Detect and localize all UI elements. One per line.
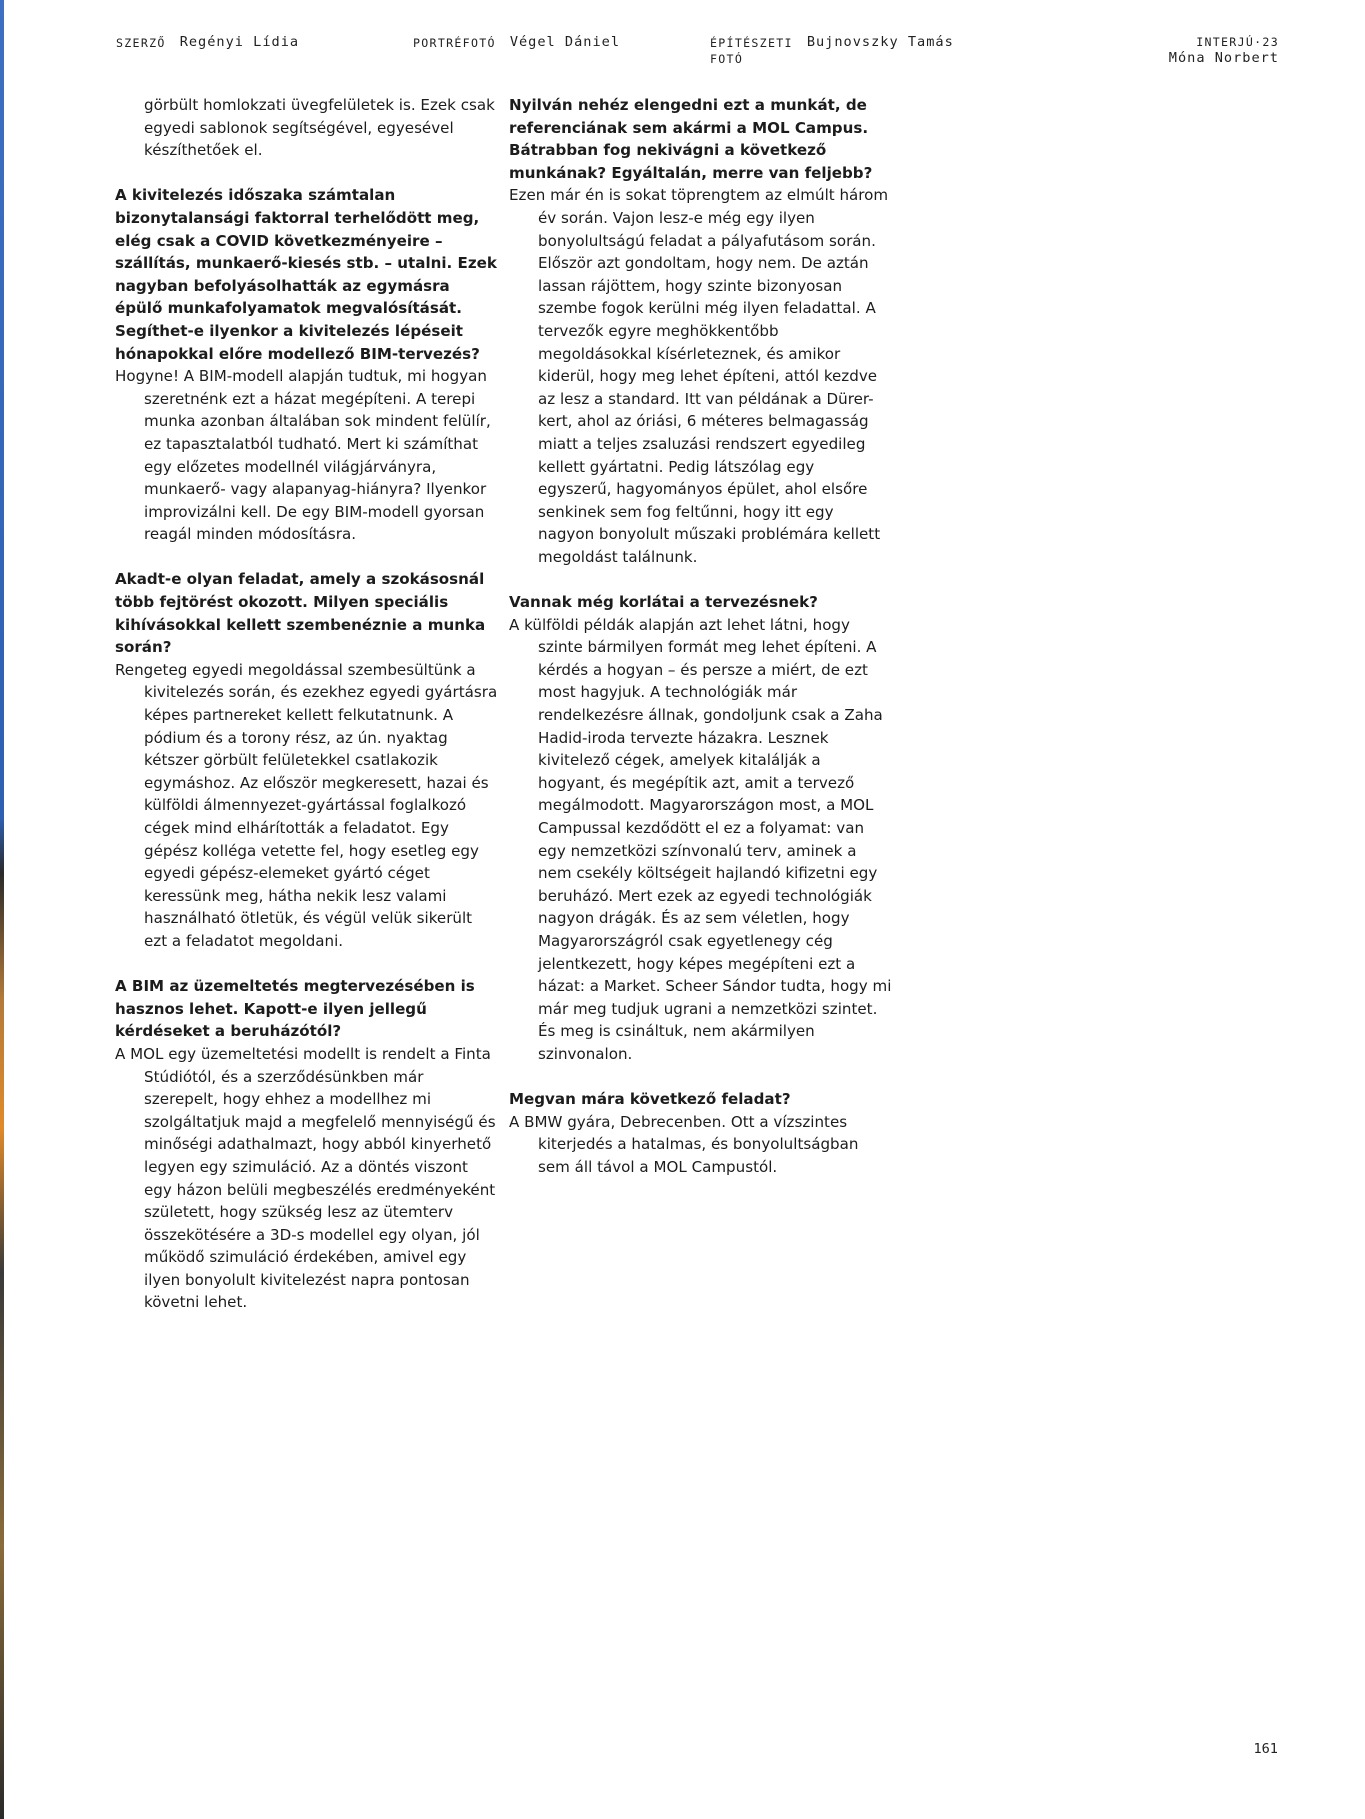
question: Megvan mára következő feladat? [509, 1090, 791, 1109]
answer: A MOL egy üzemeltetési modellt is rendelt a Finta Stúdiótól, és a szerződésünkben már szerepelt, hogy ehhez a modellhez mi szolgáltatjuk majd a megfelelő mennyiségű és minőségi adathalmazt, hogy abból kinyerhető legyen egy szimuláció. Az a döntés viszont egy házon belüli megbeszélés eredményeként született, hogy szükség lesz az ütemterv összekötésére a 3D-s modellel egy olyan, jól működő szimuláció érdekében, amivel egy ilyen bonyolult kivitelezést napra pontosan követni lehet. [115, 1044, 496, 1312]
question: Nyilván nehéz elengedni ezt a munkát, de referenciának sem akármi a MOL Campus. Bátrabban fog nekivágni a következő munkának? Egyáltalán, merre van feljebb? [509, 96, 873, 182]
architecture-photo-label: ÉPÍTÉSZETI FOTÓ [710, 36, 793, 66]
answer: Ezen már én is sokat töprengtem az elmúlt három év során. Vajon lesz-e még egy ilyen bonyolultságú feladat a pályafutásom során. Először azt gondoltam, hogy nem. De aztán lassan rájöttem, hogy szinte bizonyosan szembe fogok kerülni még ilyen feladattal. A tervezők egyre meghökkentőbb megoldásokkal kísérleteznek, és amikor kiderül, hogy meg lehet építeni, attól kezdve az lesz a standard. Itt van példának a Dürer-kert, ahol az óriási, 6 méteres belmagasság miatt a teljes zsaluzási rendszert egyedileg kellett gyártatni. Pedig látszólag egy egyszerű, hagyományos épület, ahol elsőre senkinek sem fog feltűnni, hogy itt egy nagyon bonyolult műszaki problémára kellett megoldást találnunk. [509, 186, 889, 566]
continued-answer: görbült homlokzati üvegfelületek is. Ezek csak egyedi sablonok segítségével, egyesével készíthetőek el. [144, 96, 495, 160]
answer: A BMW gyára, Debrecenben. Ott a vízszintes kiterjedés a hatalmas, és bonyolultságban sem áll távol a MOL Campustól. [509, 1112, 859, 1176]
answer: Rengeteg egyedi megoldással szembesültünk a kivitelezés során, és ezekhez egyedi gyártásra képes partnereket kellett felkutatnunk. A pódium és a torony rész, az ún. nyaktag kétszer görbült felületekkel csatlakozik egymáshoz. Az először megkeresett, hazai és külföldi álmennyezet-gyártással foglalkozó cégek mind elhárították a feladatot. Egy gépész kolléga vetette fel, hogy esetleg egy egyedi gépész-elemeket gyártó céget keressünk meg, hátha nekik lesz valami használható ötletük, és végül velük sikerült ezt a feladatot megoldani. [115, 660, 498, 950]
author-credit [116, 34, 299, 51]
portrait-label: PORTRÉFOTÓ [413, 36, 496, 50]
architecture-photographer-1: Bujnovszky Tamás [806, 34, 954, 50]
portrait-credit [413, 34, 620, 51]
page-number: 161 [1253, 1741, 1278, 1757]
architecture-photographer-2: Móna Norbert [1168, 50, 1279, 66]
question: A kivitelezés időszaka számtalan bizonytalansági faktorral terhelődött meg, elég csak a COVID következményeire – szállítás, munkaerő-kiesés stb. – utalni. Ezek nagyban befolyásolhatták az egymásra épülő munkafolyamatok megvalósítását. Segíthet-e ilyenkor a kivitelezés lépéseit hónapokkal előre modellező BIM-tervezés? [115, 186, 497, 363]
author-name: Regényi Lídia [179, 34, 300, 50]
answer: Hogyne! A BIM-modell alapján tudtuk, mi hogyan szeretnénk ezt a házat megépíteni. A terepi munka azonban általában sok mindent felülír, ez tapasztalatból tudható. Mert ki számíthat egy előzetes modellnél világjárványra, munkaerő- vagy alapanyag-hiányra? Ilyenkor improvizálni kell. De egy BIM-modell gyorsan reagál minden módosításra. [115, 367, 491, 544]
question: A BIM az üzemeltetés megtervezésében is hasznos lehet. Kapott-e ilyen jellegű kérdéseket a beruházótól? [115, 977, 475, 1041]
question: Vannak még korlátai a tervezésnek? [509, 593, 818, 612]
portrait-name: Végel Dániel [509, 34, 621, 50]
right-column [509, 94, 892, 1179]
left-column [115, 94, 498, 1314]
question: Akadt-e olyan feladat, amely a szokásosnál több fejtörést okozott. Milyen speciális kihívásokkal kellett szembenéznie a munka során? [115, 570, 486, 657]
answer: A külföldi példák alapján azt lehet látni, hogy szinte bármilyen formát meg lehet építeni. A kérdés a hogyan – és persze a miért, de ezt most hagyjuk. A technológiák már rendelkezésre állnak, gondoljunk csak a Zaha Hadid-iroda tervezte házakra. Lesznek kivitelező cégek, amelyek kitalálják a hogyant, és megépítik azt, amit a tervező megálmodott. Magyarországon most, a MOL Campussal kezdődött el ez a folyamat: van egy nemzetközi színvonalú terv, aminek a nem csekély költségeit hajlandó kifizetni egy beruházó. Mert ezek az egyedi technológiák nagyon drágák. És az sem véletlen, hogy Magyarországról csak egyetlenegy cég jelentkezett, hogy képes megépíteni ezt a házat: a Market. Scheer Sándor tudta, hogy mi már meg tudjuk ugrani a nemzetközi szintet. És meg is csináltuk, nem akármilyen szinvonalon. [509, 615, 892, 1063]
edge-image-strip [0, 0, 4, 1819]
section-label: INTERJÚ·23 [1196, 35, 1279, 49]
page-header [0, 34, 1365, 74]
architecture-photo-credit [710, 34, 954, 67]
author-label: SZERZŐ [116, 36, 166, 50]
section-and-photographer [1169, 34, 1279, 66]
